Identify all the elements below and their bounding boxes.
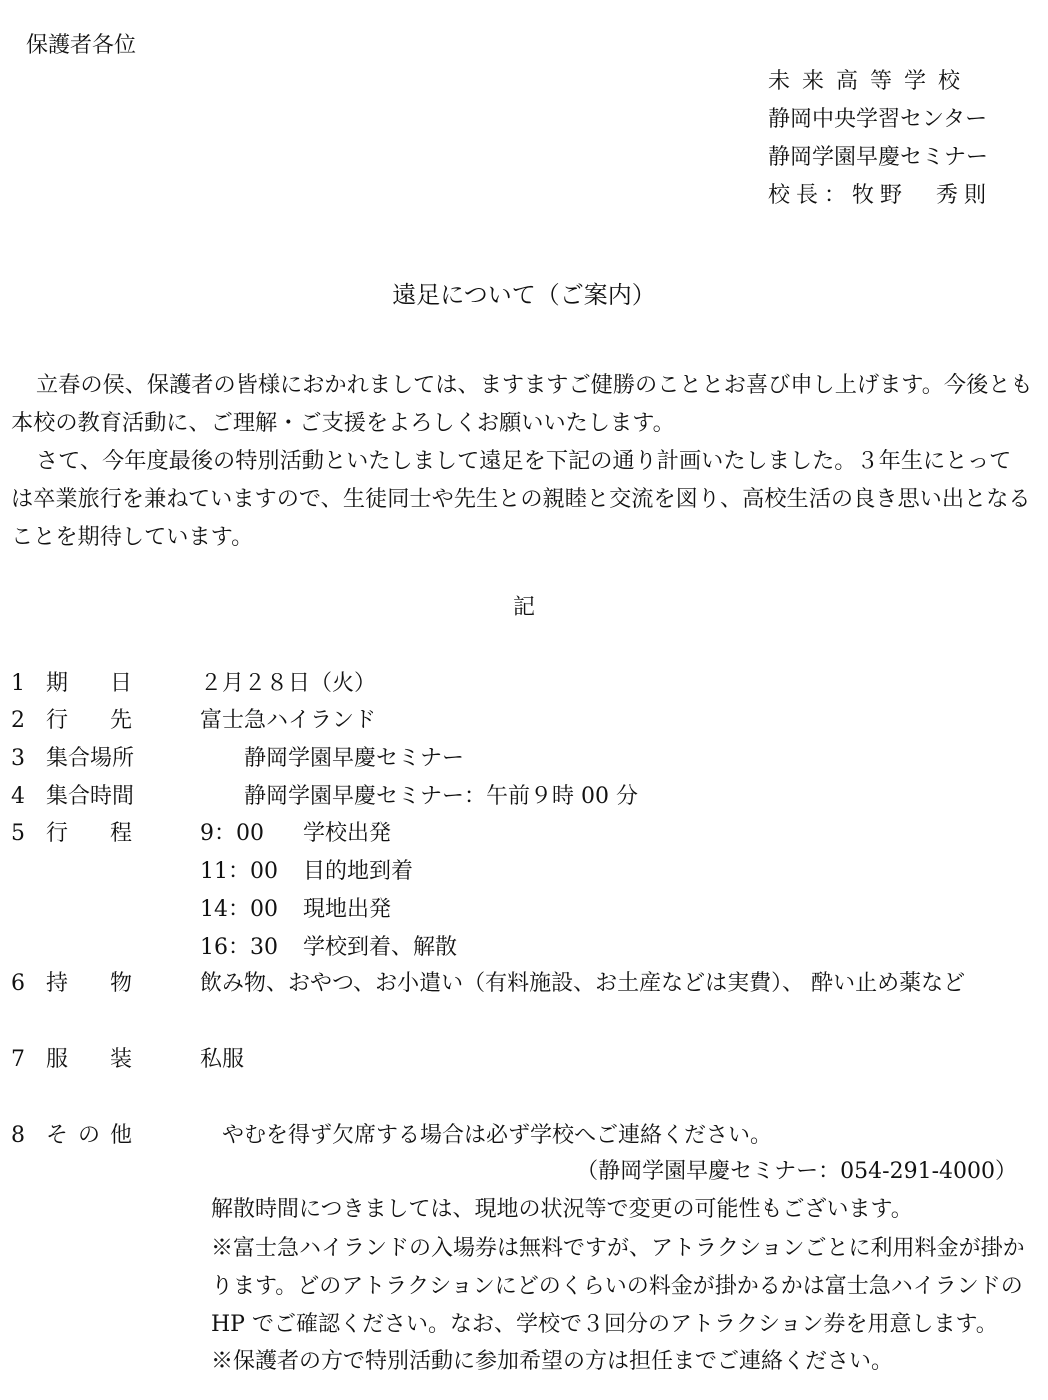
item-number: 8: [11, 1123, 25, 1148]
item-number: 5: [11, 821, 25, 846]
item-label: 集合場所: [46, 746, 135, 771]
body-paragraph-1: 立春の侯、保護者の皆様におかれましては、ますますご健勝のこととお喜び申し上げます。今後とも本校の教育活動に、ご理解・ご支援をよろしくお願いいたします。: [11, 372, 1033, 436]
other-line-absence: やむを得ず欠席する場合は必ず学校へご連絡ください。: [222, 1123, 773, 1148]
schedule-time: 14：00: [200, 897, 278, 922]
item-number: 7: [11, 1047, 25, 1072]
item-value: ２月２８日（火）: [200, 671, 377, 696]
item-label: その他: [46, 1123, 143, 1148]
page-title: 遠足について（ご案内）: [392, 281, 656, 309]
schedule-event: 目的地到着: [303, 859, 414, 884]
item-number: 4: [11, 784, 25, 809]
sender-principal: 校長：牧野 秀則: [768, 183, 993, 208]
item-value: 飲み物、おやつ、お小遣い（有料施設、お土産などは実費）、 酔い止め薬など: [200, 971, 966, 996]
item-number: 6: [11, 971, 25, 996]
item-value: 静岡学園早慶セミナー：午前９時 00 分: [244, 784, 638, 809]
other-line-dismissal: 解散時間につきましては、現地の状況等で変更の可能性もございます。: [211, 1197, 913, 1222]
schedule-time: 16：30: [200, 935, 278, 960]
schedule-event: 学校出発: [303, 821, 392, 846]
item-label: 行先: [46, 708, 175, 733]
item-label: 持物: [46, 971, 175, 996]
item-label: 集合時間: [46, 784, 135, 809]
other-note-ticket: ※富士急ハイランドの入場券は無料ですが、アトラクションごとに利用料金が掛かります。どのアトラクションにどのくらいの料金が掛かるかは富士急ハイランドのHP でご確認ください。なお、学校で３回分のアトラクション券を用意します。: [211, 1236, 1025, 1337]
addressee: 保護者各位: [26, 33, 137, 58]
sender-center: 静岡中央学習センター: [768, 107, 988, 132]
ki-heading: 記: [512, 595, 535, 620]
schedule-time: 9：00: [200, 821, 264, 846]
item-label: 行程: [46, 821, 175, 846]
body-paragraph-2: さて、今年度最後の特別活動といたしまして遠足を下記の通り計画いたしました。３年生にとっては卒業旅行を兼ねていますので、生徒同士や先生との親睦と交流を図り、高校生活の良き思い出となることを期待しています。: [11, 448, 1031, 550]
item-label: 期日: [46, 671, 175, 696]
schedule-time: 11：00: [200, 859, 278, 884]
item-value: 富士急ハイランド: [200, 708, 377, 733]
item-value: 私服: [200, 1047, 245, 1072]
item-number: 1: [11, 671, 25, 696]
other-note-parents: ※保護者の方で特別活動に参加希望の方は担任までご連絡ください。: [211, 1349, 894, 1374]
schedule-event: 学校到着、解散: [303, 935, 458, 960]
sender-school: 未来高等学校: [768, 69, 973, 94]
item-label: 服装: [46, 1047, 175, 1072]
schedule-event: 現地出発: [303, 897, 392, 922]
item-value: 静岡学園早慶セミナー: [244, 746, 465, 771]
item-number: 3: [11, 746, 25, 771]
item-number: 2: [11, 708, 25, 733]
other-contact: （静岡学園早慶セミナー：054-291-4000）: [576, 1159, 1017, 1184]
sender-seminar: 静岡学園早慶セミナー: [768, 145, 989, 170]
